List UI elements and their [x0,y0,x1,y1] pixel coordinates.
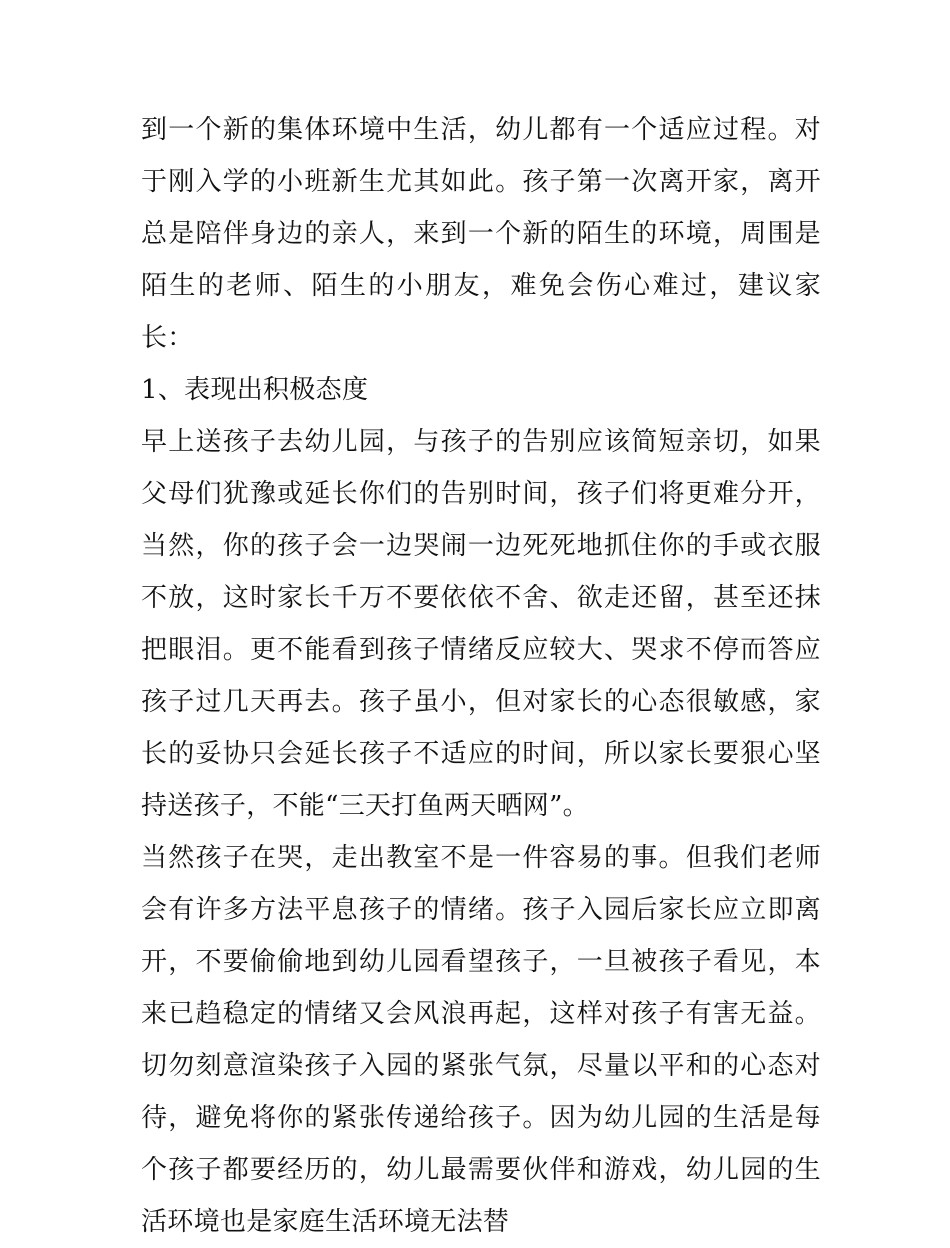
paragraph-farewell: 早上送孩子去幼儿园，与孩子的告别应该简短亲切，如果父母们犹豫或延长你们的告别时间，孩子们将更难分开，当然，你的孩子会一边哭闹一边死死地抓住你的手或衣服不放，这时家长千万不要依依不舍、欲走还留，甚至还抹把眼泪。更不能看到孩子情绪反应较大、哭求不停而答应孩子过几天再去。孩子虽小，但对家长的心态很敏感，家长的妥协只会延长孩子不适应的时间，所以家长要狠心坚持送孩子，不能“三天打鱼两天晒网”。 [141,427,821,821]
paragraph-intro: 到一个新的集体环境中生活，幼儿都有一个适应过程。对于刚入学的小班新生尤其如此。孩子第一次离开家，离开总是陪伴身边的亲人，来到一个新的陌生的环境，周围是陌生的老师、陌生的小朋友，难免会伤心难过，建议家长： [141,115,821,353]
section-heading: 1、表现出积极态度 [141,375,369,405]
document-body [141,104,821,1248]
paragraph-teacher: 当然孩子在哭，走出教室不是一件容易的事。但我们老师会有许多方法平息孩子的情绪。孩子入园后家长应立即离开，不要偷偷地到幼儿园看望孩子，一旦被孩子看见，本来已趋稳定的情绪又会风浪再起，这样对孩子有害无益。切勿刻意渲染孩子入园的紧张气氛，尽量以平和的心态对待，避免将你的紧张传递给孩子。因为幼儿园的生活是每个孩子都要经历的，幼儿最需要伙伴和游戏，幼儿园的生活环境也是家庭生活环境无法替 [141,843,821,1237]
